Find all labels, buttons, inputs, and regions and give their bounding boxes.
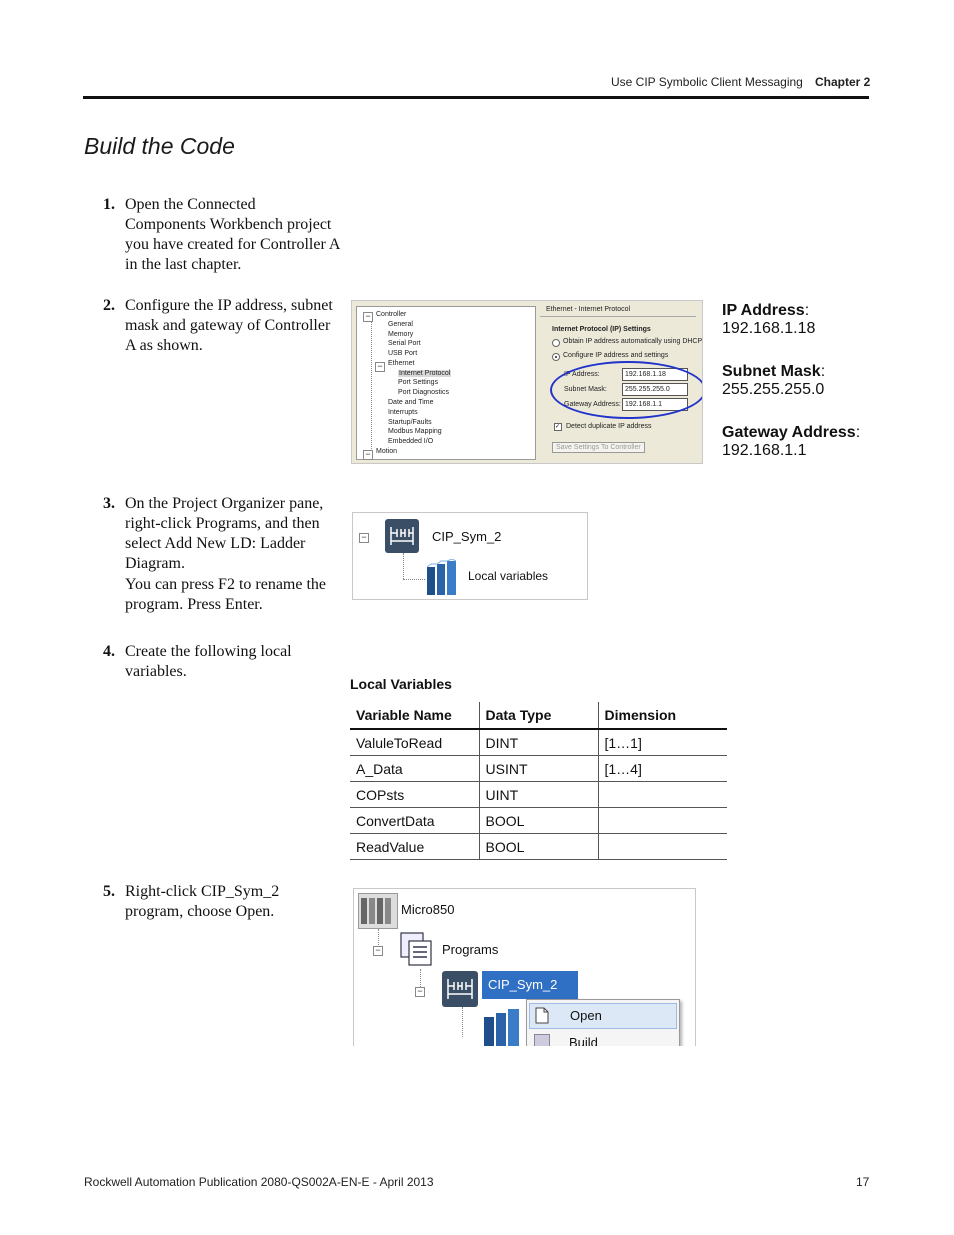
ip-address-input[interactable]: 192.168.1.18 [622,368,688,381]
local-variables-table [350,702,727,860]
step-note: You can press F2 to rename the program. Press Enter. [125,576,327,613]
step-text: Create the following local variables. [125,643,292,680]
step-number: 4. [103,643,115,660]
header-section: Use CIP Symbolic Client Messaging [611,75,803,89]
tree-item-modbus-mapping[interactable]: Modbus Mapping [388,428,442,435]
callout-label: Subnet Mask [722,363,821,380]
open-program-screenshot [353,888,696,1046]
dhcp-radio[interactable] [552,339,560,347]
tree-item-serial-port[interactable]: Serial Port [388,340,421,347]
table-cell: [1…4] [598,756,727,782]
ladder-diagram-icon [442,971,478,1007]
program-selected[interactable]: CIP_Sym_2 [482,971,578,999]
collapse-icon[interactable]: − [363,450,373,460]
tree-item-general[interactable]: General [388,321,413,328]
callout-value: 255.255.255.0 [722,381,825,398]
table-cell: DINT [479,729,598,756]
controller-name[interactable]: Micro850 [401,902,455,917]
step-number: 1. [103,196,115,213]
tree-item-date-time[interactable]: Date and Time [388,399,434,406]
ip-address-callout: IP Address: 192.168.1.18 [722,302,862,338]
save-settings-button[interactable]: Save Settings To Controller [552,442,645,453]
local-variables-label[interactable]: Local variables [468,569,549,583]
ip-settings-screenshot [351,300,703,464]
collapse-icon[interactable]: − [359,533,369,543]
step-number: 2. [103,297,115,314]
table-cell [598,808,727,834]
column-header: Data Type [479,702,598,729]
table-cell: A_Data [350,756,479,782]
program-name[interactable]: CIP_Sym_2 [432,529,502,544]
step-text: On the Project Organizer pane, right-click Programs, and then select Add New LD: Ladder Diagram. [125,495,324,572]
context-menu [526,999,680,1046]
tree-item-port-settings[interactable]: Port Settings [398,379,439,386]
collapse-icon[interactable]: − [373,946,383,956]
gateway-label: Gateway Address: [564,401,621,408]
table-row [350,834,727,860]
subnet-mask-input[interactable]: 255.255.255.0 [622,383,688,396]
table-cell [598,782,727,808]
tree-item-memory[interactable]: Memory [388,331,414,338]
gateway-input[interactable]: 192.168.1.1 [622,398,688,411]
manual-label: Configure IP address and settings [563,352,669,359]
tree-item-controller[interactable]: Controller [376,311,407,318]
ip-address-label: IP Address: [564,371,600,378]
table-cell: USINT [479,756,598,782]
gateway-callout: Gateway Address: 192.168.1.1 [722,424,861,459]
table-cell [598,834,727,860]
column-header: Dimension [598,702,727,729]
table-cell: [1…1] [598,729,727,756]
step-text: Open the Connected Components Workbench project you have created for Controller A in the last chapter. [125,196,340,273]
detect-duplicate-checkbox[interactable]: ✓ [555,424,561,430]
build-icon [534,1034,550,1046]
step-text: Configure the IP address, subnet mask and gateway of Controller A as shown. [125,297,333,354]
collapse-icon[interactable]: − [363,312,373,322]
dhcp-label: Obtain IP address automatically using DHCP [563,338,703,345]
page-number: 17 [856,1175,870,1189]
table-row [350,756,727,782]
header-rule [83,96,869,99]
ethernet-panel [538,303,703,458]
program-screenshot [352,512,588,600]
callout-value: 192.168.1.1 [722,442,807,459]
tree-item-ethernet[interactable]: Ethernet [388,360,415,367]
collapse-icon[interactable]: − [415,987,425,997]
menu-item-label: Open [570,1008,602,1023]
header-chapter: Chapter 2 [815,75,871,89]
callout-label: Gateway Address [722,424,856,441]
manual-radio[interactable] [552,353,560,361]
table-row [350,782,727,808]
tree-item-startup-faults[interactable]: Startup/Faults [388,419,432,426]
subnet-mask-label: Subnet Mask: [564,386,607,393]
tree-item-embedded-io[interactable]: Embedded I/O [388,438,434,445]
column-header: Variable Name [350,702,479,729]
menu-item-build[interactable] [529,1032,675,1046]
ladder-diagram-icon [385,519,419,553]
programs-label[interactable]: Programs [442,942,499,957]
tree-item-interrupts[interactable]: Interrupts [388,409,418,416]
table-row [350,808,727,834]
callout-label: IP Address [722,302,805,319]
tree-item-motion[interactable]: Motion [376,448,398,455]
menu-item-label: Build [569,1035,598,1046]
table-cell: ConvertData [350,808,479,834]
panel-title: Ethernet - Internet Protocol [546,306,631,313]
ip-settings-group-title: Internet Protocol (IP) Settings [552,326,651,333]
step-number: 5. [103,883,115,900]
detect-duplicate-label: Detect duplicate IP address [566,423,652,430]
open-icon [535,1007,549,1024]
step-text: Right-click CIP_Sym_2 program, choose Open. [125,883,280,920]
table-cell: BOOL [479,834,598,860]
tree-item-port-diagnostics[interactable]: Port Diagnostics [398,389,449,396]
table-header-row [350,702,727,729]
local-variables-icon [482,1007,524,1046]
local-variables-icon [425,559,461,597]
controller-tree [356,306,536,460]
table-caption: Local Variables [350,676,452,692]
table-cell: COPsts [350,782,479,808]
menu-item-open[interactable] [529,1003,677,1029]
footer-publication: Rockwell Automation Publication 2080-QS002A-EN-E - April 2013 [84,1175,434,1189]
table-cell: ReadValue [350,834,479,860]
table-cell: UINT [479,782,598,808]
highlight-ellipse [550,361,703,419]
step-number: 3. [103,495,115,512]
table-cell: ValuleToRead [350,729,479,756]
table-row [350,729,727,756]
callout-value: 192.168.1.18 [722,320,816,337]
controller-icon [358,893,398,929]
tree-item-internet-protocol[interactable]: Internet Protocol [399,370,451,377]
page-title: Build the Code [84,133,235,159]
subnet-mask-callout: Subnet Mask: 255.255.255.0 [722,363,862,399]
collapse-icon[interactable]: − [375,362,385,372]
programs-icon [399,931,435,967]
tree-item-usb-port[interactable]: USB Port [388,350,418,357]
table-cell: BOOL [479,808,598,834]
